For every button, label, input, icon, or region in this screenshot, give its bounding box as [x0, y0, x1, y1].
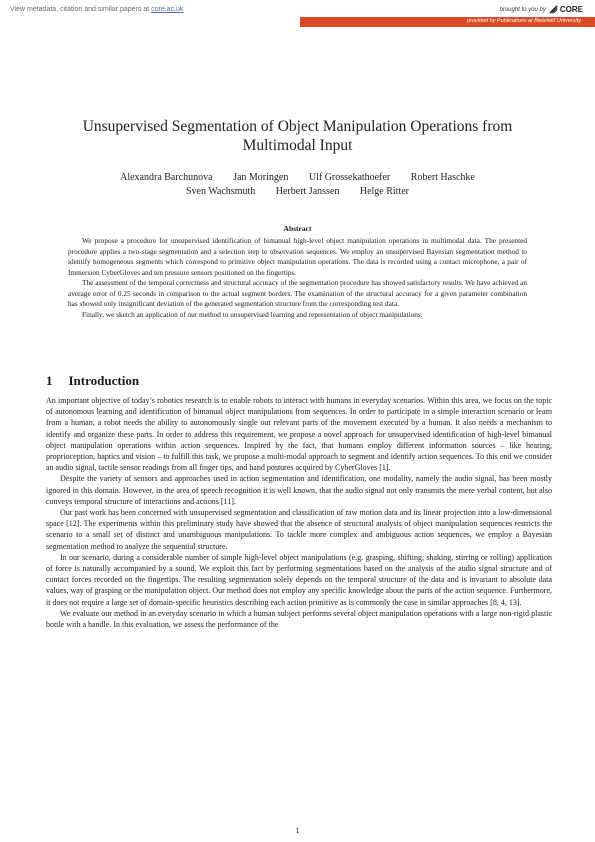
core-banner: [0, 0, 595, 28]
brought-to-you: [500, 5, 584, 14]
core-logo-icon: [549, 5, 558, 14]
section-title: Introduction: [68, 373, 140, 388]
body-text: [46, 395, 552, 630]
provided-by-bar: [300, 17, 595, 27]
author: Helge Ritter: [359, 186, 410, 197]
title-line-1: Unsupervised Segmentation of Object Manipulation Operations from: [82, 118, 513, 135]
author: Robert Haschke: [410, 172, 475, 183]
abstract-paragraph: Finally, we sketch an application of our method to unsupervised learning and representation of object manipulations.: [82, 309, 423, 319]
author-list: [40, 171, 555, 199]
author: Ulf Grossekathoefer: [308, 172, 391, 183]
body-paragraph: Despite the variety of sensors and approaches used in action segmentation and identification, one modality, namely the audio signal, has been mostly ignored in this domain. However, in the area of speech recognition it is well known, that the audio signal not only transmits the mere verbal content, but also conveys temporal structure of interactions and actions [11].: [46, 474, 552, 506]
body-paragraph: Our past work has been concerned with unsupervised segmentation and classification of raw motion data and its linear projection into a low-dimensional space [12]. The experiments within this preliminary study have showed that the absence of structural analysis of object manipulation sequences restricts the scenario to a small set of distinct and unambiguous manipulations. To tackle more complex and ambiguous action sequences, we employ a Bayesian segmentation method to analyze the sequential structure.: [46, 508, 552, 551]
section-heading: [46, 373, 139, 389]
core-name: CORE: [559, 5, 583, 14]
section-number: 1: [46, 373, 53, 388]
body-paragraph: In our scenario, during a considerable number of simple high-level object manipulations (e.g. grasping, shifting, shaking, stirring or rolling) application of force is naturally accompanied by a sound. We exploit this fact by performing segmentations based on the analysis of the audio signal structure and of contact forces recorded on the fingertips. The resulting segmentation solely depends on the temporal structure of the data and is invariant to absolute data values, way of grasping or the manipulation object. Our method does not employ any specific knowledge about the parts of the action sequence. Furthermore, it does not require a large set of domain-specific heuristics describing each action primitive as is commonly the case in similar approaches [8, 4, 13].: [46, 552, 552, 607]
body-paragraph: An important objective of today’s robotics research is to enable robots to interact with humans in everyday scenarios. Within this area, we focus on the topic of autonomous learning and identification of bimanual object manipulations from sequences. In order to participate in a simple interaction scenario or learn from a human, a robot needs the ability to autonomously single out relevant parts of the movement executed by a human. It also needs a mechanism to identify and organize these parts. In order to address this requirement, we propose a novel approach for unsupervised identification of high-level bimanual object manipulation operations within action sequences. Inspired by the fact, that humans employ different information sources – like hearing, proprioception, haptics and vision – to fulfill this task, we propose a multi-modal approach to segment and identify action sequences. To this end we consider an audio signal, tactile sensor readings from all finger tips, and hand postures acquired by CyberGloves [1].: [46, 396, 552, 473]
author: Jan Moringen: [233, 172, 289, 183]
author-row-1: [40, 171, 555, 185]
abstract-paragraph: We propose a procedure for unsupervised identification of bimanual high-level object manipulation operations in multimodal data. The presented procedure applies a two-stage segmentation and a selection step to observation sequences. We employ an unsupervised Bayesian segmentation method to identify homogeneous segments which correspond to primitive object manipulation operations. The data is recorded using a contact microphone, a pair of Immersion CyberGloves and ten pressure sensors positioned on the fingertips.: [68, 236, 527, 277]
core-top-strip: [0, 2, 595, 17]
author: Herbert Janssen: [275, 186, 340, 197]
provided-by-text[interactable]: provided by Publications at Bielefeld University: [466, 18, 581, 24]
body-paragraph: We evaluate our method in an everyday scenario in which a human subject performs several object manipulation operations with a large non-rigid plastic bottle with a handle. In this evaluation, we assess the performance of the: [46, 608, 552, 630]
core-link[interactable]: core.ac.uk: [151, 6, 184, 13]
page-number: 1: [295, 826, 300, 835]
paper-title: [40, 117, 555, 155]
abstract-paragraph: The assessment of the temporal correctness and structural accuracy of the segmentation procedure has showed satisfactory results. We have achieved an average error of 0.25 seconds in comparison to the actual segment borders. The examination of the structural accuracy for a given parameter combination has showed only insignificant deviation of the generated segmentation structure from the corresponding test data.: [68, 278, 527, 308]
abstract-heading: Abstract: [283, 224, 312, 233]
metadata-text: [10, 6, 183, 13]
author: Sven Wachsmuth: [185, 186, 256, 197]
abstract: [68, 236, 527, 320]
author: Alexandra Barchunova: [120, 172, 213, 183]
author-row-2: [40, 185, 555, 199]
metadata-prefix: View metadata, citation and similar papers at: [10, 6, 152, 13]
brought-by-label: brought to you by: [499, 6, 546, 13]
title-line-2: Multimodal Input: [242, 137, 353, 154]
core-logo[interactable]: [549, 5, 583, 14]
